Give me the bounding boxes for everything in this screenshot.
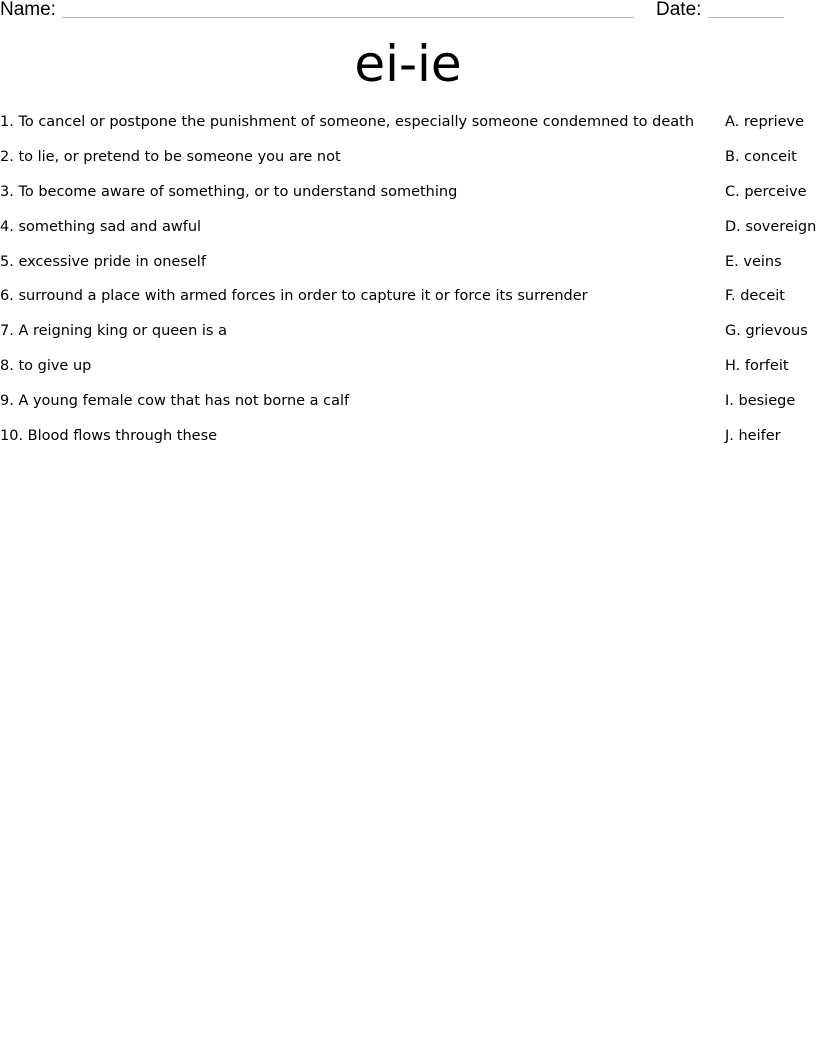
clue-item: 4. something sad and awful (0, 218, 202, 235)
clue-item: 2. to lie, or pretend to be someone you are not (0, 148, 341, 165)
answer-item: J. heifer (725, 428, 781, 445)
clue-item: 5. excessive pride in oneself (0, 253, 206, 270)
clue-item: 3. To become aware of something, or to understand something (0, 183, 458, 200)
worksheet-header (0, 0, 816, 24)
answer-item: I. besiege (725, 393, 796, 410)
date-label: Date: (656, 0, 702, 20)
clue-item: 8. to give up (0, 358, 92, 375)
name-blank-line (62, 17, 634, 18)
answer-item: E. veins (725, 253, 782, 270)
clue-item: 7. A reigning king or queen is a (0, 323, 227, 340)
worksheet-title: ei-ie (354, 35, 462, 93)
clue-list (0, 111, 720, 460)
answer-item: D. sovereign (725, 218, 816, 235)
name-label: Name: (0, 0, 56, 20)
clue-item: 9. A young female cow that has not borne a calf (0, 393, 350, 410)
answer-item: H. forfeit (725, 358, 789, 375)
answer-item: B. conceit (725, 148, 797, 165)
answer-item: A. reprieve (725, 114, 805, 130)
answer-item: G. grievous (725, 323, 808, 340)
answer-item: C. perceive (725, 183, 807, 200)
clue-item: 1. To cancel or postpone the punishment of someone, especially someone condemned to death (0, 114, 695, 130)
date-blank-line (708, 17, 784, 18)
clue-item: 6. surround a place with armed forces in order to capture it or force its surrender (0, 288, 588, 305)
answer-item: F. deceit (725, 288, 785, 305)
answer-list (725, 111, 816, 460)
clue-item: 10. Blood flows through these (0, 428, 218, 445)
